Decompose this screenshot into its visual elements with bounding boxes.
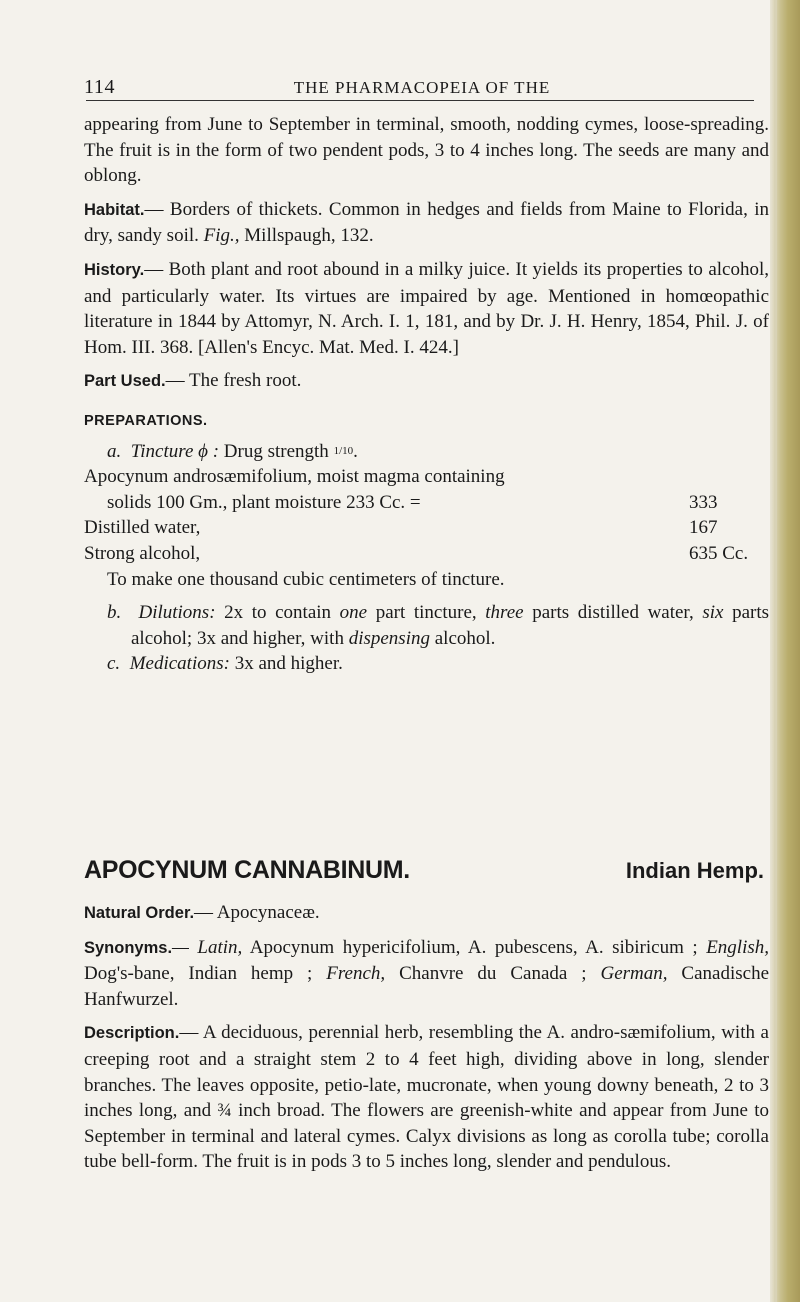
entry-heading xyxy=(84,856,764,885)
formula-amount xyxy=(689,464,769,490)
synonym-text: Canadische Hanfwurzel. xyxy=(84,963,770,1010)
running-head: THE PHARMACOPEIA OF THE xyxy=(293,78,551,97)
prep-a-name: Tincture ϕ : xyxy=(130,440,220,462)
page-edge xyxy=(770,0,800,1302)
synonym-text: Dog's-bane, Indian hemp ; xyxy=(84,963,313,985)
formula-row-3 xyxy=(84,515,769,541)
prep-b-text: part tincture, xyxy=(367,602,486,624)
part-used-label: Part Used. xyxy=(84,372,166,391)
synonym-lang: English, xyxy=(706,936,769,958)
prep-b-text: 2x to contain xyxy=(215,602,340,624)
synonym-lang: — Latin, xyxy=(172,936,243,958)
prep-b-emph: six xyxy=(702,602,724,624)
habitat-label: Habitat. xyxy=(84,200,145,219)
formula-make-line: To make one thousand cubic centimeters of tincture. xyxy=(107,568,505,590)
prep-b-paragraph xyxy=(84,600,769,651)
formula-item: solids 100 Gm., plant moisture 233 Cc. = xyxy=(107,491,421,513)
prep-c-letter: c. xyxy=(107,653,121,675)
part-used-text: — The fresh root. xyxy=(165,370,302,392)
header-rule xyxy=(86,100,754,101)
formula-row-1 xyxy=(84,464,769,490)
prep-a-strength: Drug strength xyxy=(223,440,329,462)
synonym-text: Apocynum hypericifolium, A. pubescens, A. sibiricum ; xyxy=(242,936,698,958)
formula-amount: 635 Cc. xyxy=(689,542,749,564)
history-label: History. xyxy=(84,260,145,279)
prep-b-text: parts distilled water, xyxy=(523,602,703,624)
prep-a-period: . xyxy=(353,440,358,462)
natural-order-paragraph xyxy=(84,900,769,927)
natural-order-text: — Apocynaceæ. xyxy=(194,902,320,923)
history-paragraph xyxy=(84,257,769,360)
prep-b-letter: b. xyxy=(107,602,122,624)
prep-b-name: Dilutions: xyxy=(138,602,216,624)
history-text: — Both plant and root abound in a milky juice. It yields its properties to alcohol, and particularly water. Its virtues are impaired by age. Mentioned in homœopathic literature in 1844 by Attomyr, N. Arch. I. 1, 181, and by Dr. J. H. Henry, 1854, Phil. J. of Hom. III. 368. [Allen's Encyc. Mat. Med. I. 424.] xyxy=(84,258,769,358)
prep-a-fraction: 1/10 xyxy=(333,444,354,457)
prep-b-text: parts alcohol; 3x and higher, with xyxy=(131,602,770,649)
synonym-text: Chanvre du Canada ; xyxy=(385,963,587,985)
prep-a-line xyxy=(84,439,769,465)
prep-c-paragraph xyxy=(84,651,769,677)
habitat-paragraph xyxy=(84,197,769,249)
prep-b-emph: dispensing xyxy=(348,627,430,649)
natural-order-label: Natural Order. xyxy=(84,904,195,922)
habitat-tail: Millspaugh, 132. xyxy=(239,225,374,247)
text-block-upper xyxy=(84,112,769,677)
entry-common-name: Indian Hemp. xyxy=(625,858,764,883)
prep-b-emph: one xyxy=(339,602,368,624)
preparations-heading: PREPARATIONS. xyxy=(84,412,208,429)
description-text: — A deciduous, perennial herb, resembling the A. andro-sæmifolium, with a creeping root and a straight stem 2 to 4 feet high, dividing above in long, slender branches. The leaves opposite, petio-late, mucronate, when young downy beneath, 2 to 3 inches long, and ¾ inch broad. The flowers are greenish-white and appear from June to September in terminal and lateral cymes. Calyx divisions as long as corolla tube; corolla tube bell-form. The fruit is in pods 3 to 5 inches long, slender and pendulous. xyxy=(84,1022,769,1173)
formula-amount: 167 xyxy=(689,517,718,539)
text-block-lower xyxy=(84,900,769,1175)
formula-row-4 xyxy=(84,541,769,567)
formula-item: Strong alcohol, xyxy=(84,542,201,564)
part-used-paragraph xyxy=(84,368,769,395)
prep-c-text: 3x and higher. xyxy=(229,653,343,675)
synonyms-label: Synonyms. xyxy=(84,938,173,957)
prep-b-text: alcohol. xyxy=(429,627,496,649)
formula-row-2 xyxy=(84,490,769,516)
entry-title: APOCYNUM CANNABINUM. xyxy=(84,856,410,884)
formula-amount: 333 xyxy=(689,491,718,513)
prep-a-letter: a. xyxy=(107,440,122,462)
habitat-fig: Fig., xyxy=(203,225,240,247)
synonyms-paragraph xyxy=(84,935,769,1013)
intro-paragraph: appearing from June to September in terminal, smooth, nodding cymes, loose-spreading. The fruit is in the form of two pendent pods, 3 to 4 inches long. The seeds are many and oblong. xyxy=(84,114,769,187)
formula-item: Apocynum androsæmifolium, moist magma containing xyxy=(84,466,505,488)
habitat-text: — Borders of thickets. Common in hedges and fields from Maine to Florida, in dry, sandy soil. xyxy=(84,198,769,247)
page-number: 114 xyxy=(84,76,116,98)
prep-b-emph: three xyxy=(485,602,524,624)
synonym-lang: French, xyxy=(326,963,386,985)
synonym-lang: German, xyxy=(600,963,668,985)
formula-item: Distilled water, xyxy=(84,517,201,539)
description-paragraph xyxy=(84,1020,769,1175)
prep-c-name: Medications: xyxy=(129,653,230,675)
description-label: Description. xyxy=(84,1024,180,1043)
